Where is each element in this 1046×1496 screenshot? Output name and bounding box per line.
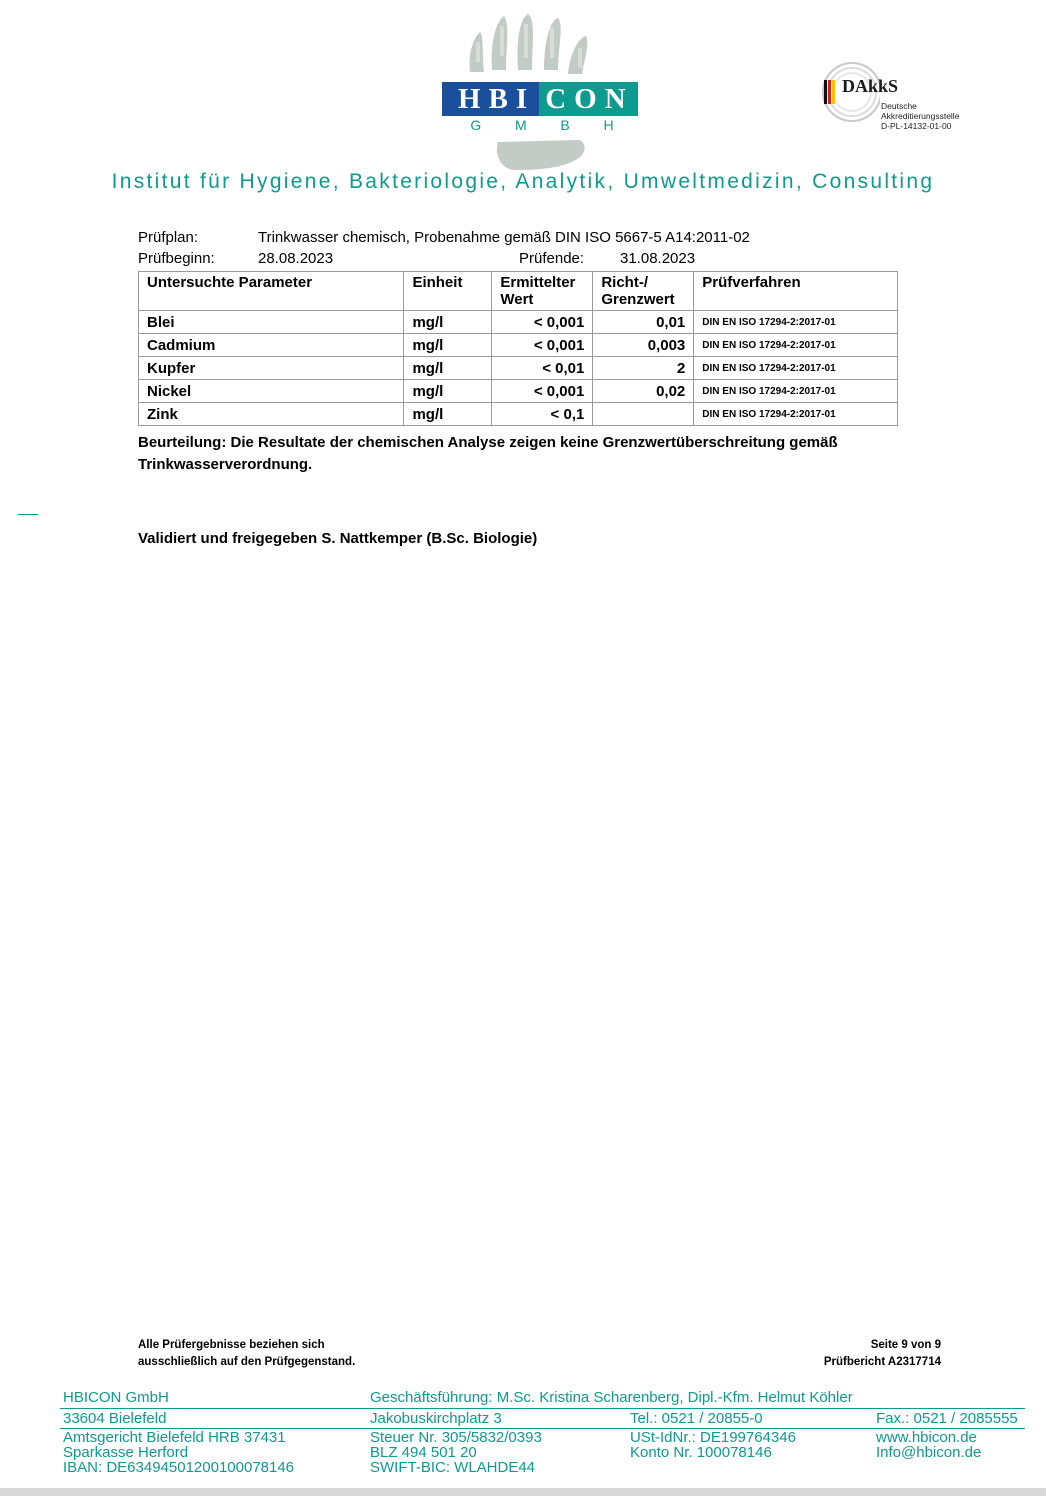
footer-tax: Steuer Nr. 305/5832/0393	[370, 1429, 542, 1446]
cell-param: Zink	[139, 403, 404, 426]
logo-part-con: CON	[539, 82, 637, 116]
end-label: Prüfende:	[519, 250, 585, 267]
footer-vat: USt-IdNr.: DE199764346	[630, 1429, 796, 1446]
footer-website-link[interactable]: www.hbicon.de	[876, 1429, 977, 1446]
cell-value: < 0,01	[492, 357, 593, 380]
header-value-line: Wert	[500, 291, 534, 308]
end-value: 31.08.2023	[620, 250, 696, 267]
header-value	[492, 272, 593, 311]
dakks-details	[881, 101, 959, 131]
footer-divider	[60, 1408, 1025, 1409]
header-limit-line: Grenzwert	[601, 291, 675, 308]
logo-letter: M	[514, 117, 528, 133]
logo-letter: B	[560, 117, 571, 133]
plan-label: Prüfplan:	[138, 229, 199, 246]
header-limit	[593, 272, 694, 311]
note-line: ausschließlich auf den Prüfgegenstand.	[138, 1356, 356, 1368]
footer-col-4	[876, 1430, 981, 1460]
institute-tagline: Institut für Hygiene, Bakteriologie, Analytik, Umweltmedizin, Consulting	[111, 170, 935, 193]
footer-col-1	[63, 1430, 294, 1475]
cell-method: DIN EN ISO 17294-2:2017-01	[694, 403, 898, 426]
logo-gmbh	[440, 117, 645, 133]
assessment-line: Beurteilung: Die Resultate der chemischen Analyse zeigen keine Grenzwertüberschreitung gemäß	[138, 434, 838, 451]
table-row	[139, 403, 898, 426]
cell-value: < 0,001	[492, 334, 593, 357]
footer-blz: BLZ 494 501 20	[370, 1444, 477, 1461]
header-unit: Einheit	[404, 272, 492, 311]
page-info	[740, 1337, 941, 1371]
validation-statement: Validiert und freigegeben S. Nattkemper (B.Sc. Biologie)	[138, 530, 538, 547]
assessment-line: Trinkwasserverordnung.	[138, 456, 313, 473]
cell-value: < 0,001	[492, 380, 593, 403]
logo-letter: G	[470, 117, 483, 133]
cell-unit: mg/l	[404, 334, 492, 357]
dakks-line: Deutsche	[881, 101, 917, 111]
cell-unit: mg/l	[404, 380, 492, 403]
cell-method: DIN EN ISO 17294-2:2017-01	[694, 311, 898, 334]
cell-limit	[593, 403, 694, 426]
footer-street: Jakobuskirchplatz 3	[370, 1410, 502, 1427]
results-note	[138, 1337, 355, 1371]
dakks-id: D-PL-14132-01-00	[881, 121, 952, 131]
cell-method: DIN EN ISO 17294-2:2017-01	[694, 357, 898, 380]
start-label: Prüfbeginn:	[138, 250, 215, 267]
footer-swift: SWIFT-BIC: WLAHDE44	[370, 1459, 536, 1476]
cell-unit: mg/l	[404, 403, 492, 426]
footer-management: Geschäftsführung: M.Sc. Kristina Scharenberg, Dipl.-Kfm. Helmut Köhler	[370, 1389, 853, 1406]
cell-method: DIN EN ISO 17294-2:2017-01	[694, 380, 898, 403]
dakks-accreditation-mark	[820, 60, 1000, 140]
cell-unit: mg/l	[404, 357, 492, 380]
margin-mark	[18, 514, 38, 515]
report-number: Prüfbericht A2317714	[823, 1356, 941, 1368]
header-method: Prüfverfahren	[694, 272, 898, 311]
cell-limit: 2	[593, 357, 694, 380]
footer-col-3	[630, 1430, 796, 1460]
cell-value: < 0,001	[492, 311, 593, 334]
footer-tel: Tel.: 0521 / 20855-0	[630, 1410, 763, 1427]
cell-param: Nickel	[139, 380, 404, 403]
cell-limit: 0,02	[593, 380, 694, 403]
cell-method: DIN EN ISO 17294-2:2017-01	[694, 334, 898, 357]
cell-limit: 0,003	[593, 334, 694, 357]
table-row	[139, 357, 898, 380]
page-bottom-edge	[0, 1488, 1046, 1496]
header-param: Untersuchte Parameter	[139, 272, 404, 311]
table-row	[139, 380, 898, 403]
table-row	[139, 311, 898, 334]
header-limit-line: Richt-/	[601, 274, 648, 291]
results-table	[138, 271, 898, 426]
footer-city: 33604 Bielefeld	[63, 1410, 167, 1427]
footer-email-link[interactable]: Info@hbicon.de	[876, 1444, 982, 1461]
start-value: 28.08.2023	[258, 250, 334, 267]
footer-company: HBICON GmbH	[63, 1389, 169, 1406]
footer-iban: IBAN: DE63494501200100078146	[63, 1459, 295, 1476]
logo-part-hbi: HBI	[442, 82, 539, 116]
page-number: Seite 9 von 9	[870, 1339, 941, 1351]
dakks-line: Akkreditierungsstelle	[881, 111, 960, 121]
cell-param: Blei	[139, 311, 404, 334]
assessment-text	[138, 432, 898, 476]
footer-col-2	[370, 1430, 542, 1475]
footer-fax: Fax.: 0521 / 2085555	[876, 1410, 1018, 1427]
cell-param: Kupfer	[139, 357, 404, 380]
footer-court: Amtsgericht Bielefeld HRB 37431	[63, 1429, 286, 1446]
plan-value: Trinkwasser chemisch, Probenahme gemäß DIN ISO 5667-5 A14:2011-02	[258, 229, 750, 246]
cell-value: < 0,1	[492, 403, 593, 426]
footer-account: Konto Nr. 100078146	[630, 1444, 772, 1461]
cell-unit: mg/l	[404, 311, 492, 334]
table-row	[139, 334, 898, 357]
cell-limit: 0,01	[593, 311, 694, 334]
dakks-name: DAkkS	[842, 76, 899, 96]
table-header-row	[139, 272, 898, 311]
header-value-line: Ermittelter	[500, 274, 576, 291]
logo-wordmark	[442, 82, 638, 116]
cell-param: Cadmium	[139, 334, 404, 357]
hbicon-logo	[440, 12, 645, 172]
logo-letter: H	[603, 117, 615, 133]
note-line: Alle Prüfergebnisse beziehen sich	[138, 1339, 325, 1351]
footer-bank: Sparkasse Herford	[63, 1444, 189, 1461]
